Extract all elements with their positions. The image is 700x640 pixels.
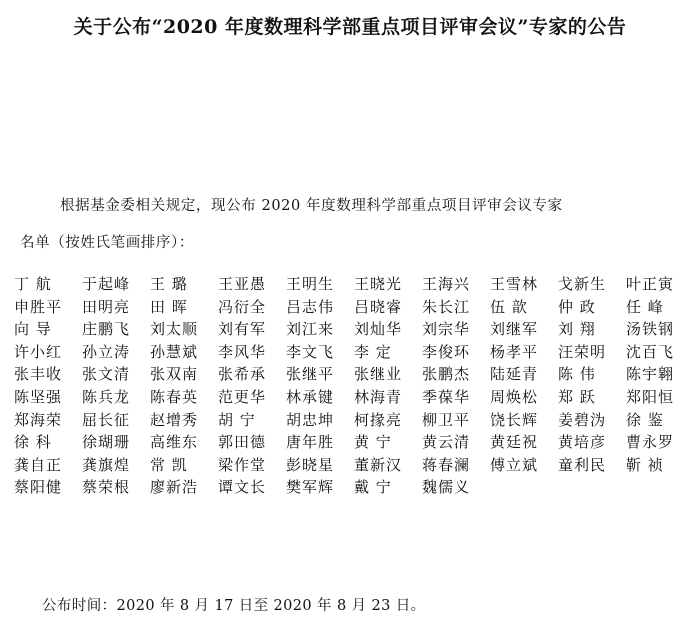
- expert-name: 张继业: [354, 365, 403, 384]
- expert-name: 胡忠坤: [286, 410, 335, 429]
- expert-name: 许小红: [14, 342, 63, 361]
- expert-name: 蔡阳健: [14, 478, 63, 497]
- expert-name: 王明生: [286, 275, 335, 293]
- expert-name: 王雪林: [490, 275, 539, 293]
- expert-name: 孙立涛: [82, 342, 131, 361]
- expert-name: 王晓光: [354, 275, 403, 293]
- expert-name: 戈新生: [558, 275, 607, 293]
- expert-name: 田 晖: [150, 297, 188, 316]
- expert-name: 陈 伟: [558, 365, 596, 384]
- expert-name: 张文清: [82, 365, 131, 384]
- expert-name: 王 璐: [150, 275, 188, 293]
- expert-name: 徐 鉴: [626, 410, 664, 429]
- expert-name: 孙慧斌: [150, 342, 199, 361]
- expert-name: 柳卫平: [422, 410, 471, 429]
- expert-name: 刘 翔: [558, 320, 596, 339]
- expert-name: 李文飞: [286, 342, 335, 361]
- expert-name: 刘太顺: [150, 320, 199, 339]
- expert-name: 刘灿华: [354, 320, 403, 339]
- expert-name: 周焕松: [490, 387, 539, 406]
- expert-name: 杨孝平: [490, 342, 539, 361]
- expert-name: 陈坚强: [14, 387, 63, 406]
- expert-name: 董新汉: [354, 455, 403, 474]
- expert-name: 张鹏杰: [422, 365, 471, 384]
- expert-name: 饶长辉: [490, 410, 539, 429]
- expert-name: 黄廷祝: [490, 433, 539, 452]
- expert-name: 林海青: [354, 387, 403, 406]
- expert-name: 刘有军: [218, 320, 267, 339]
- expert-name: 戴 宁: [354, 478, 392, 497]
- expert-name: 靳 祯: [626, 455, 664, 474]
- expert-name: 陈春英: [150, 387, 199, 406]
- expert-name: 申胜平: [14, 297, 63, 316]
- expert-name: 童利民: [558, 455, 607, 474]
- expert-name: 魏儒义: [422, 478, 471, 497]
- expert-name: 仲 政: [558, 297, 596, 316]
- expert-name: 陈兵龙: [82, 387, 131, 406]
- expert-name: 任 峰: [626, 297, 664, 316]
- expert-name: 汤铁钢: [626, 320, 675, 339]
- expert-name: 朱长江: [422, 297, 471, 316]
- expert-name: 刘继军: [490, 320, 539, 339]
- expert-name: 王海兴: [422, 275, 471, 293]
- expert-name: 张双南: [150, 365, 199, 384]
- expert-name: 郑阳恒: [626, 387, 675, 406]
- expert-name: 张丰收: [14, 365, 63, 384]
- expert-name: 谭文长: [218, 478, 267, 497]
- expert-name: 于起峰: [82, 275, 131, 293]
- expert-name: 叶正寅: [626, 275, 675, 293]
- expert-name: 彭晓星: [286, 455, 335, 474]
- expert-name: 林承键: [286, 387, 335, 406]
- expert-name: 傅立斌: [490, 455, 539, 474]
- expert-name: 李俊环: [422, 342, 471, 361]
- expert-name: 李风华: [218, 342, 267, 361]
- expert-name: 蒋春澜: [422, 455, 471, 474]
- expert-name: 郭田德: [218, 433, 267, 452]
- expert-name: 姜碧沩: [558, 410, 607, 429]
- expert-name: 廖新浩: [150, 478, 199, 497]
- expert-name: 季葆华: [422, 387, 471, 406]
- expert-name: 柯掾亮: [354, 410, 403, 429]
- expert-name: 屈长征: [82, 410, 131, 429]
- expert-name: 赵增秀: [150, 410, 199, 429]
- expert-name: 伍 歆: [490, 297, 528, 316]
- expert-name: 郑 跃: [558, 387, 596, 406]
- expert-name: 郑海荣: [14, 410, 63, 429]
- expert-name: 向 导: [14, 320, 52, 339]
- document-title: 关于公布“2020 年度数理科学部重点项目评审会议”专家的公告: [73, 16, 627, 38]
- expert-name: 陆延青: [490, 365, 539, 384]
- intro-line-2: 名单（按姓氏笔画排序）：: [20, 235, 194, 251]
- expert-name: 徐 科: [14, 433, 52, 452]
- expert-name: 范更华: [218, 387, 267, 406]
- expert-name-list: [14, 273, 694, 499]
- expert-name: 蔡荣根: [82, 478, 131, 497]
- expert-name: 龚自正: [14, 455, 63, 474]
- expert-name: 王亚愚: [218, 275, 267, 293]
- expert-name: 刘江来: [286, 320, 335, 339]
- expert-name: 梁作堂: [218, 455, 267, 474]
- expert-name: 陈宇翱: [626, 365, 675, 384]
- expert-name: 冯衍全: [218, 297, 267, 316]
- expert-name: 胡 宁: [218, 410, 256, 429]
- expert-name: 汪荣明: [558, 342, 607, 361]
- expert-name: 徐瑚珊: [82, 433, 131, 452]
- expert-name: 沈百飞: [626, 342, 675, 361]
- expert-name: 吕晓睿: [354, 297, 403, 316]
- expert-name: 刘宗华: [422, 320, 471, 339]
- expert-name: 庄鹏飞: [82, 320, 131, 339]
- intro-line-1: 根据基金委相关规定，现公布 2020 年度数理科学部重点项目评审会议专家: [60, 198, 563, 214]
- expert-name: 龚旗煌: [82, 455, 131, 474]
- expert-name: 黄云清: [422, 433, 471, 452]
- expert-name: 田明亮: [82, 297, 131, 316]
- expert-name: 黄 宁: [354, 433, 392, 452]
- expert-name: 李 定: [354, 342, 392, 361]
- expert-name: 樊军辉: [286, 478, 335, 497]
- expert-name: 曹永罗: [626, 433, 675, 452]
- expert-name: 丁 航: [14, 275, 52, 293]
- expert-name: 唐年胜: [286, 433, 335, 452]
- expert-name: 黄培彦: [558, 433, 607, 452]
- expert-name: 张继平: [286, 365, 335, 384]
- intro-paragraph: [20, 188, 690, 262]
- publication-period: 公布时间：2020 年 8 月 17 日至 2020 年 8 月 23 日。: [42, 598, 426, 614]
- expert-name: 张希承: [218, 365, 267, 384]
- expert-name: 常 凯: [150, 455, 188, 474]
- expert-name: 吕志伟: [286, 297, 335, 316]
- expert-name: 高维东: [150, 433, 199, 452]
